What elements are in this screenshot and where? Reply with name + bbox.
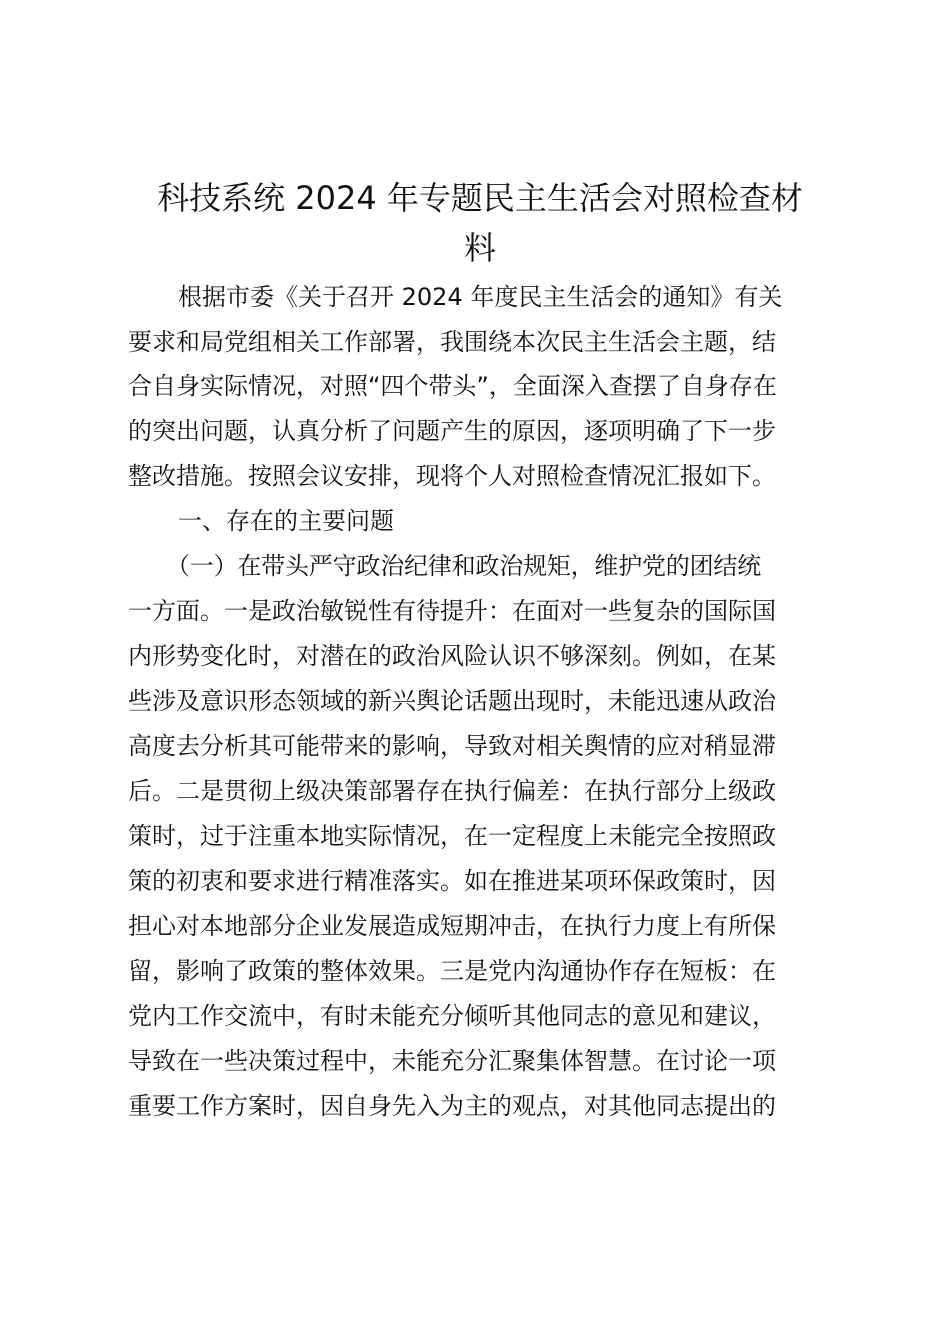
body-line-14: 策的初衷和要求进行精准落实。如在推进某项环保政策时，因 bbox=[128, 867, 776, 895]
body-line-7: （一）在带头严守政治纪律和政治规矩，维护党的团结统 bbox=[166, 552, 761, 580]
body-line-12: 后。二是贯彻上级决策部署存在执行偏差：在执行部分上级政 bbox=[128, 777, 776, 805]
body-line-19: 重要工作方案时，因自身先入为主的观点，对其他同志提出的 bbox=[128, 1092, 776, 1120]
document-title-line-2: 料 bbox=[463, 229, 496, 267]
section-heading: 一、存在的主要问题 bbox=[178, 507, 394, 535]
body-line-15: 担心对本地部分企业发展造成短期冲击，在执行力度上有所保 bbox=[128, 912, 776, 940]
body-line-9: 内形势变化时，对潜在的政治风险认识不够深刻。例如，在某 bbox=[128, 642, 776, 670]
body-line-18: 导致在一些决策过程中，未能充分汇聚集体智慧。在讨论一项 bbox=[128, 1047, 776, 1075]
body-line-5: 整改措施。按照会议安排，现将个人对照检查情况汇报如下。 bbox=[128, 462, 776, 490]
body-line-4: 的突出问题，认真分析了问题产生的原因，逐项明确了下一步 bbox=[128, 417, 776, 445]
body-line-17: 党内工作交流中，有时未能充分倾听其他同志的意见和建议， bbox=[128, 1002, 776, 1030]
body-line-1: 根据市委《关于召开 2024 年度民主生活会的通知》有关 bbox=[178, 283, 783, 311]
body-line-10: 些涉及意识形态领域的新兴舆论话题出现时，未能迅速从政治 bbox=[128, 687, 776, 715]
body-line-2: 要求和局党组相关工作部署，我围绕本次民主生活会主题，结 bbox=[128, 328, 776, 356]
body-line-3: 合自身实际情况，对照“四个带头”，全面深入查摆了自身存在 bbox=[128, 372, 777, 400]
body-line-13: 策时，过于注重本地实际情况，在一定程度上未能完全按照政 bbox=[128, 822, 776, 850]
document-title-line-1: 科技系统 2024 年专题民主生活会对照检查材 bbox=[157, 179, 803, 217]
body-line-8: 一方面。一是政治敏锐性有待提升：在面对一些复杂的国际国 bbox=[128, 597, 776, 625]
body-line-11: 高度去分析其可能带来的影响，导致对相关舆情的应对稍显滞 bbox=[128, 732, 776, 760]
body-line-16: 留，影响了政策的整体效果。三是党内沟通协作存在短板：在 bbox=[128, 957, 776, 985]
